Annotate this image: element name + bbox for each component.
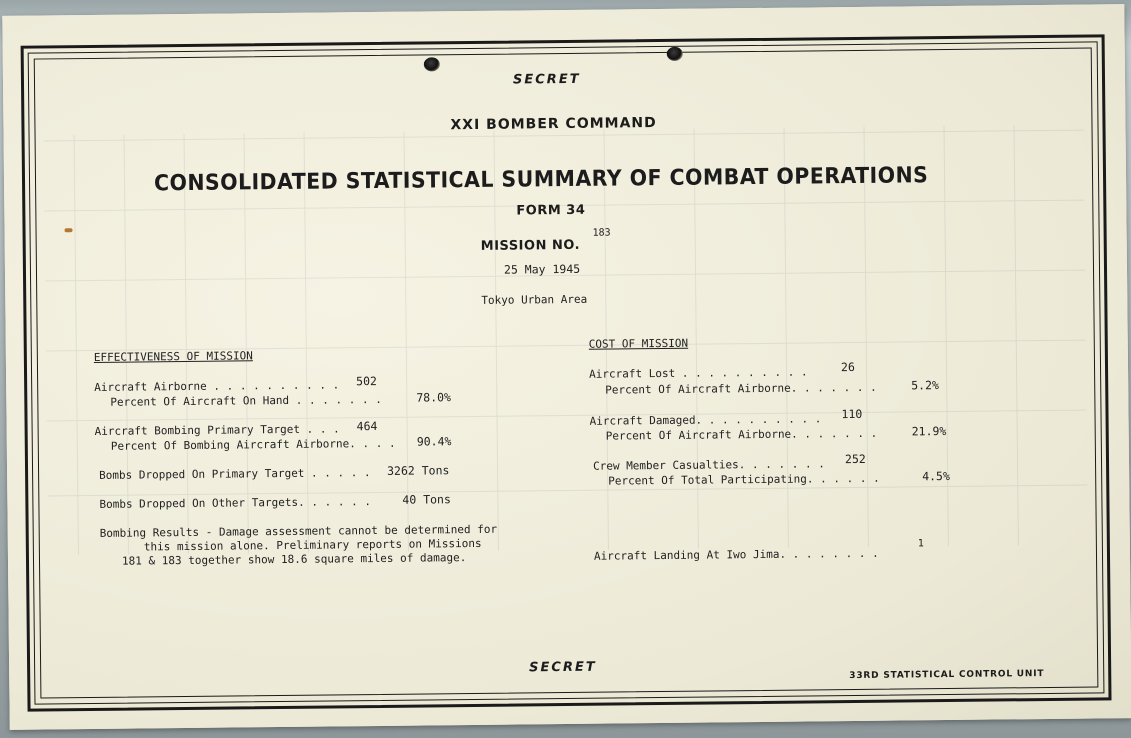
cost-row-label: Aircraft Damaged. . . . . . . . . .: [589, 412, 822, 428]
command-name: XXI BOMBER COMMAND: [450, 115, 657, 134]
target-area: Tokyo Urban Area: [481, 292, 588, 307]
control-unit-label: 33RD STATISTICAL CONTROL UNIT: [849, 669, 1045, 682]
mission-number: 183: [592, 227, 611, 239]
effectiveness-row-label: Bombs Dropped On Primary Target . . . . .: [99, 466, 371, 482]
iwo-jima-landing-value: 1: [917, 538, 924, 550]
page-title: CONSOLIDATED STATISTICAL SUMMARY OF COMBAT OPERATIONS: [153, 163, 929, 197]
cost-row-label: Aircraft Lost . . . . . . . . . .: [589, 365, 808, 381]
effectiveness-row-value: 3262 Tons: [387, 463, 450, 478]
cost-row-label: Percent Of Aircraft Airborne. . . . . . .: [605, 380, 877, 397]
effectiveness-row-label: Percent Of Bombing Aircraft Airborne. . . .: [110, 436, 396, 453]
bleed-through-table: [43, 65, 1088, 596]
effectiveness-row-label: Aircraft Bombing Primary Target . . .: [94, 422, 340, 438]
cost-row-value: 5.2%: [911, 378, 939, 393]
staple-mark: [65, 228, 73, 232]
iwo-jima-landing-label: Aircraft Landing At Iwo Jima. . . . . . . .: [593, 546, 879, 563]
document-sheet: [2, 4, 1131, 730]
mission-label: MISSION NO.: [480, 237, 581, 254]
cost-row-value: 21.9%: [911, 424, 947, 439]
secret-bottom-stamp: SECRET: [529, 659, 597, 676]
effectiveness-row-value: 464: [356, 418, 378, 434]
effectiveness-heading: EFFECTIVENESS OF MISSION: [93, 349, 253, 364]
cost-row-value: 110: [841, 406, 863, 422]
bombing-results-line: Bombing Results - Damage assessment cannot be determined for: [99, 522, 498, 540]
cost-row-label: Percent Of Aircraft Airborne. . . . . . .: [605, 426, 878, 443]
cost-row-label: Percent Of Total Participating. . . . . .: [608, 471, 880, 488]
effectiveness-row-label: Aircraft Airborne . . . . . . . . . .: [94, 378, 340, 394]
cost-row-value: 252: [844, 451, 866, 467]
binder-hole-right: [667, 47, 683, 61]
bombing-results-line: 181 & 183 together show 18.6 square miles of damage.: [121, 551, 467, 568]
effectiveness-row-value: 78.0%: [416, 390, 452, 405]
binder-hole-left: [424, 57, 440, 71]
effectiveness-row-label: Percent Of Aircraft On Hand . . . . . . .: [110, 392, 382, 409]
effectiveness-row-value: 90.4%: [416, 434, 452, 449]
cost-row-value: 26: [840, 359, 855, 375]
bombing-results-line: this mission alone. Preliminary reports on Missions: [143, 536, 482, 554]
effectiveness-row-value: 40 Tons: [402, 492, 451, 507]
cost-heading: COST OF MISSION: [588, 336, 689, 351]
cost-row-value: 4.5%: [922, 468, 950, 484]
mission-date: 25 May 1945: [503, 261, 581, 277]
effectiveness-row-label: Bombs Dropped On Other Targets. . . . . .: [99, 495, 371, 511]
effectiveness-row-value: 502: [356, 373, 377, 389]
cost-row-label: Crew Member Casualties. . . . . . .: [592, 457, 825, 473]
secret-top-stamp: SECRET: [512, 71, 581, 88]
form-number: FORM 34: [516, 202, 586, 219]
